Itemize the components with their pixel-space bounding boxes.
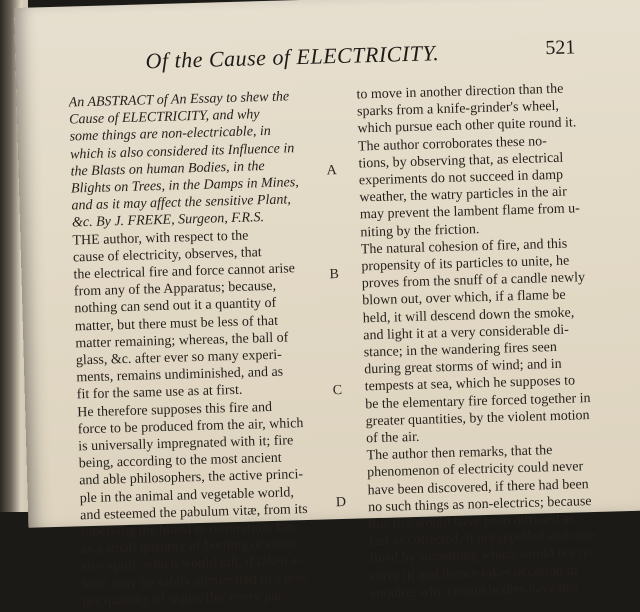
text-line: and able philosophers, the active princi- <box>79 467 304 489</box>
text-line: is universally impregnated with it; fire <box>78 433 294 455</box>
text-line: which is also considered its Influence in <box>69 140 295 163</box>
text-line: ple in the animal and vegetable world, <box>79 485 295 507</box>
text-line: Blights on Trees, in the Damps in Mines, <box>70 175 299 197</box>
text-line: niting by the friction. <box>360 221 480 241</box>
text-line: rubefying the blood in respiration; for, <box>80 519 296 541</box>
text-line: lone, may be safely adminstred in a pro- <box>81 570 308 593</box>
text-line: tions, by observing that, as electrical <box>358 150 564 172</box>
text-line: THE author, with respect to the <box>72 228 249 249</box>
page-number: 521 <box>545 36 576 60</box>
right-column <box>356 79 635 602</box>
text-line: from any of the Apparatus; because, <box>73 279 277 300</box>
text-line: &c. By J. FREKE, Surgeon, F.R.S. <box>71 210 265 231</box>
text-line: during great storms of wind; and in <box>364 357 562 378</box>
text-line: greater quantities, by the violent motion <box>365 407 590 430</box>
text-line: matter remaining; whereas, the ball of <box>75 330 289 352</box>
text-line: have been discovered, if there had been <box>367 476 589 498</box>
left-column <box>68 87 340 610</box>
text-line: weather, the watry particles in the air <box>359 184 567 206</box>
page-header <box>145 35 615 74</box>
text-line: the electrical fire and force cannot arise <box>73 261 296 283</box>
text-line: enquire, why certain bodies have this <box>370 580 580 602</box>
marginal-letter-c: C <box>332 382 343 399</box>
text-line: sive spirit, which would kill, if taken a- <box>81 553 303 575</box>
text-line: fast as collected, if not repelled and con- <box>368 528 597 550</box>
text-line: sparks from a knife-grinder's wheel, <box>356 99 560 120</box>
text-line: cause of electricity, observes, that <box>72 245 262 266</box>
text-line: fined by something which would not re- <box>369 545 595 567</box>
text-line: An ABSTRACT of An Essay to shew the <box>68 89 290 111</box>
text-line: blown out, over which, if a flame be <box>362 288 566 309</box>
marginal-letter-a: A <box>326 163 337 179</box>
text-line: stance; in the wandering fires seen <box>363 340 558 361</box>
text-line: and esteemed the pabulum vitæ, from its <box>79 501 308 524</box>
marginal-letter-b: B <box>329 267 340 283</box>
text-line: to move in another direction than the <box>356 81 564 103</box>
text-line: tempests at sea, which he supposes to <box>364 373 576 395</box>
text-line: as a small quantity of burning or corro- <box>80 536 301 558</box>
text-line: and as it may affect the sensitive Plant, <box>71 192 291 214</box>
text-line: force to be produced from the air, which <box>77 415 304 438</box>
text-line: propensity of its particles to unite, he <box>361 253 570 275</box>
text-line: The author then remarks, that the <box>366 443 553 464</box>
text-line: matter, but there must be less of that <box>74 313 279 335</box>
running-title: Of the Cause of ELECTRICITY. <box>145 40 440 74</box>
marginal-letter-d: D <box>335 494 347 511</box>
text-line: and light it at a very considerable di- <box>363 322 570 344</box>
text-line: experiments do not succeed in damp <box>358 167 564 189</box>
text-line: this fire would have been diffused as <box>368 511 575 533</box>
text-line: of the air. <box>365 429 420 447</box>
text-line: the Blasts on human Bodies, in the <box>70 158 265 180</box>
text-line: glass, &c. after ever so many experi- <box>75 347 283 369</box>
text-line: no such things as non-electrics; because <box>367 493 592 516</box>
text-line: phenomenon of electricity could never <box>366 459 584 481</box>
text-line: per quantity of water, tho' every par- <box>82 588 287 610</box>
text-line: ceive it; and thence takes occasion to <box>369 563 578 584</box>
text-line: nothing can send out it a quantity of <box>74 296 277 317</box>
text-line: The natural cohesion of fire, and this <box>360 236 568 258</box>
text-line: He therefore supposes this fire and <box>77 399 273 421</box>
text-line: being, according to the most ancient <box>78 450 282 472</box>
text-line: held, it will descend down the smoke, <box>362 305 575 327</box>
text-line: Cause of ELECTRICITY, and why <box>68 107 260 128</box>
text-line: which pursue each other quite round it. <box>357 115 577 137</box>
text-line: fit for the same use as at first. <box>76 383 243 403</box>
text-line: The author corroborates these no- <box>357 133 548 155</box>
text-line: ments, remains undiminished, and as <box>76 364 284 386</box>
text-line: proves from the snuff of a candle newly <box>361 270 586 292</box>
book-page <box>14 0 640 610</box>
text-line: be the elementary fire forced together in <box>364 390 591 413</box>
text-line: some things are non-electricable, in <box>69 124 272 145</box>
text-line: may prevent the lambent flame from u- <box>359 201 581 223</box>
